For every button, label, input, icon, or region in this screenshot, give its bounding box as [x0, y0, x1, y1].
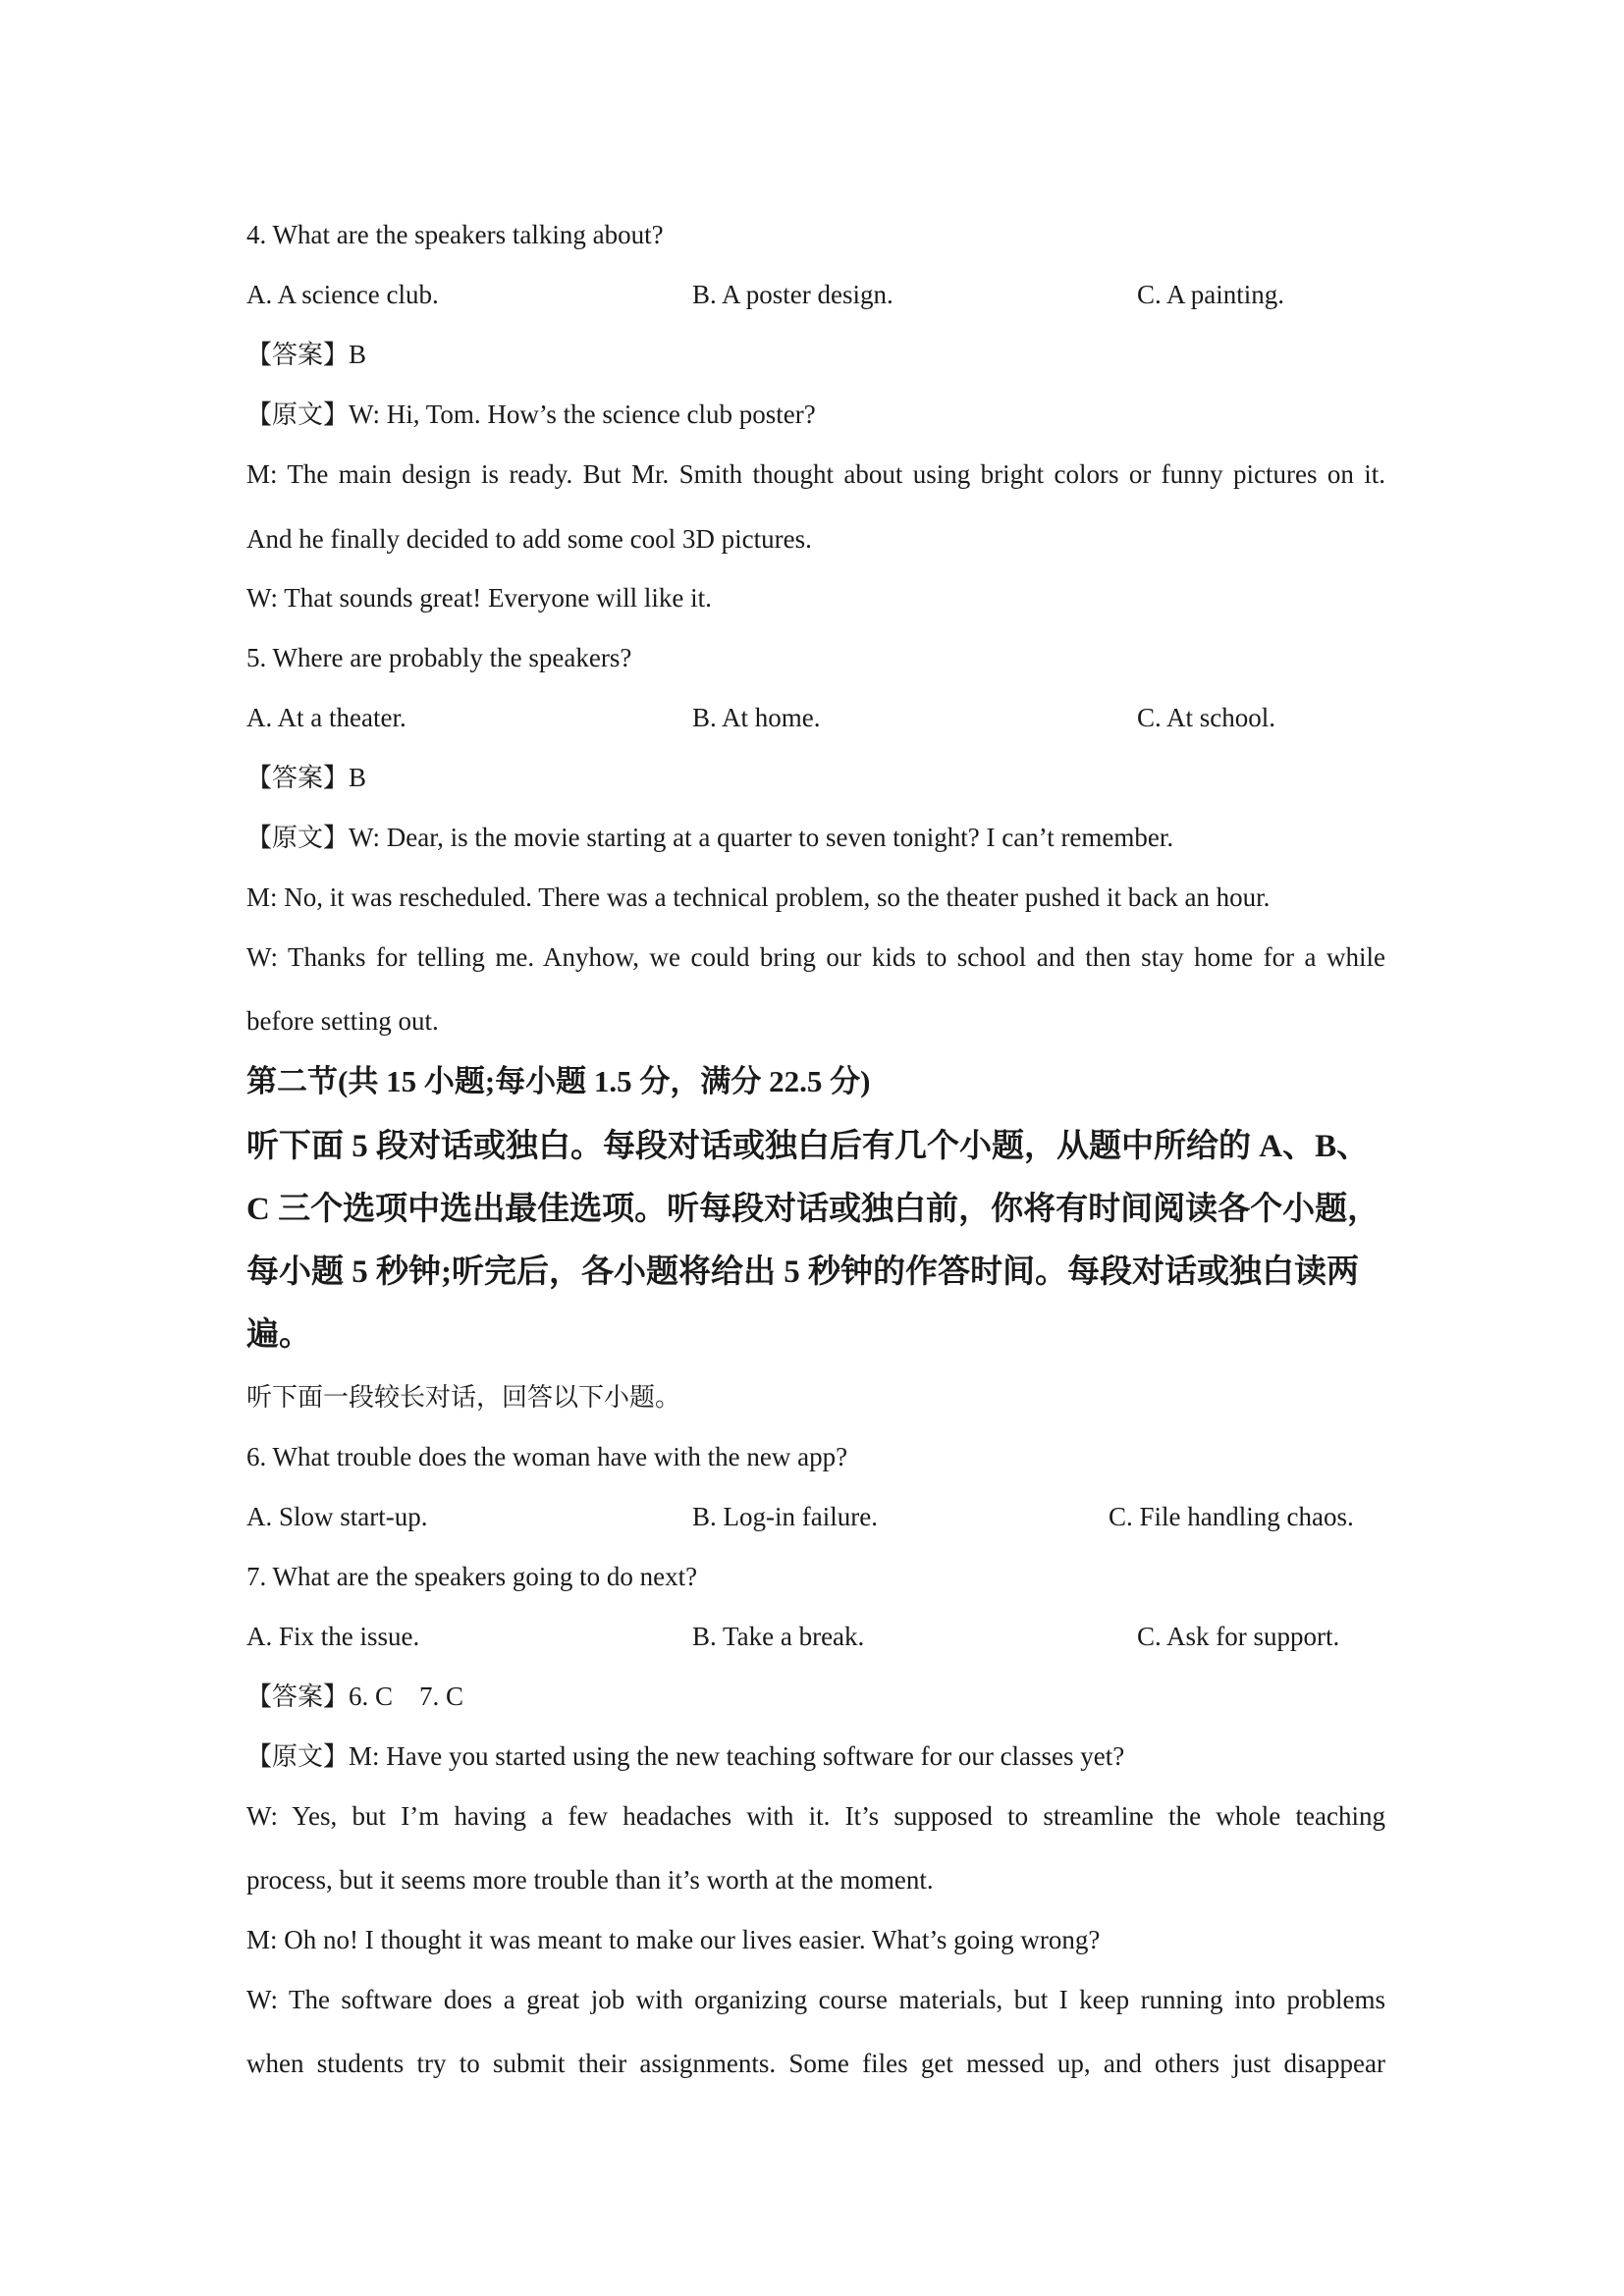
script-text: W: Hi, Tom. How’s the science club poster? [349, 400, 816, 429]
answer-value: B [349, 763, 367, 792]
section-2-instruction-line-1: 听下面 5 段对话或独白。每段对话或独白后有几个小题，从题中所给的 A、B、 [246, 1129, 1370, 1164]
q67-script-line-2: W: Yes, but I’m having a few headaches with it. It’s supposed to streamline the whole teaching [246, 1801, 1385, 1831]
section-2-heading: 第二节(共 15 小题;每小题 1.5 分，满分 22.5 分) [246, 1064, 871, 1098]
answer-value: 6. C 7. C [349, 1682, 464, 1711]
q67-script-line-3: process, but it seems more trouble than it’s worth at the moment. [246, 1865, 934, 1895]
q5-answer [246, 760, 366, 796]
q4-script-line-1 [246, 397, 816, 433]
script-tag: 【原文】 [246, 824, 350, 853]
q5-script-line-2: M: No, it was rescheduled. There was a technical problem, so the theater pushed it back an hour. [246, 882, 1271, 912]
q67-script-line-1 [246, 1738, 1124, 1775]
q7-option-b: B. Take a break. [692, 1622, 865, 1651]
question-5: 5. Where are probably the speakers? [246, 643, 632, 672]
q67-script-line-6: when students try to submit their assignments. Some files get messed up, and others just disappear [246, 2049, 1385, 2078]
answer-tag: 【答案】 [246, 341, 350, 370]
question-4: 4. What are the speakers talking about? [246, 220, 664, 249]
q67-script-line-4: M: Oh no! I thought it was meant to make our lives easier. What’s going wrong? [246, 1925, 1101, 1954]
q5-script-line-3: W: Thanks for telling me. Anyhow, we could bring our kids to school and then stay home for a while [246, 942, 1385, 972]
q4-answer [246, 337, 366, 373]
section-2-instruction-line-2: C 三个选项中选出最佳选项。听每段对话或独白前，你将有时间阅读各个小题， [246, 1192, 1380, 1227]
answer-tag: 【答案】 [246, 764, 350, 793]
section-2-instruction-line-4: 遍。 [246, 1317, 311, 1353]
dialogue-intro: 听下面一段较长对话，回答以下小题。 [246, 1383, 681, 1413]
q7-option-a: A. Fix the issue. [246, 1622, 420, 1651]
section-2-instruction-line-3: 每小题 5 秒钟;听完后，各小题将给出 5 秒钟的作答时间。每段对话或独白读两 [246, 1255, 1359, 1290]
q5-option-a: A. At a theater. [246, 703, 406, 732]
script-tag: 【原文】 [246, 1742, 350, 1772]
q5-script-line-1 [246, 820, 1173, 856]
q67-answer [246, 1679, 463, 1715]
script-text: M: Have you started using the new teaching software for our classes yet? [349, 1741, 1125, 1771]
q4-script-line-4: W: That sounds great! Everyone will like it. [246, 583, 712, 613]
script-text: W: Dear, is the movie starting at a quarter to seven tonight? I can’t remember. [349, 823, 1174, 852]
q7-option-c: C. Ask for support. [1137, 1622, 1340, 1651]
q6-option-a: A. Slow start-up. [246, 1502, 428, 1531]
q5-option-b: B. At home. [692, 703, 821, 732]
answer-tag: 【答案】 [246, 1682, 350, 1712]
script-tag: 【原文】 [246, 400, 350, 430]
q4-option-c: C. A painting. [1137, 280, 1285, 309]
q5-option-c: C. At school. [1137, 703, 1276, 732]
q6-option-c: C. File handling chaos. [1109, 1502, 1354, 1531]
question-6: 6. What trouble does the woman have with the new app? [246, 1442, 848, 1471]
q4-script-line-2: M: The main design is ready. But Mr. Smith thought about using bright colors or funny pictures on it. [246, 459, 1385, 489]
q67-script-line-5: W: The software does a great job with organizing course materials, but I keep running into problems [246, 1985, 1385, 2014]
q4-option-b: B. A poster design. [692, 280, 893, 309]
q4-option-a: A. A science club. [246, 280, 439, 309]
q5-script-line-4: before setting out. [246, 1006, 439, 1036]
answer-value: B [349, 340, 367, 369]
q6-option-b: B. Log-in failure. [692, 1502, 878, 1531]
q4-script-line-3: And he finally decided to add some cool 3D pictures. [246, 524, 812, 554]
question-7: 7. What are the speakers going to do next? [246, 1562, 698, 1591]
